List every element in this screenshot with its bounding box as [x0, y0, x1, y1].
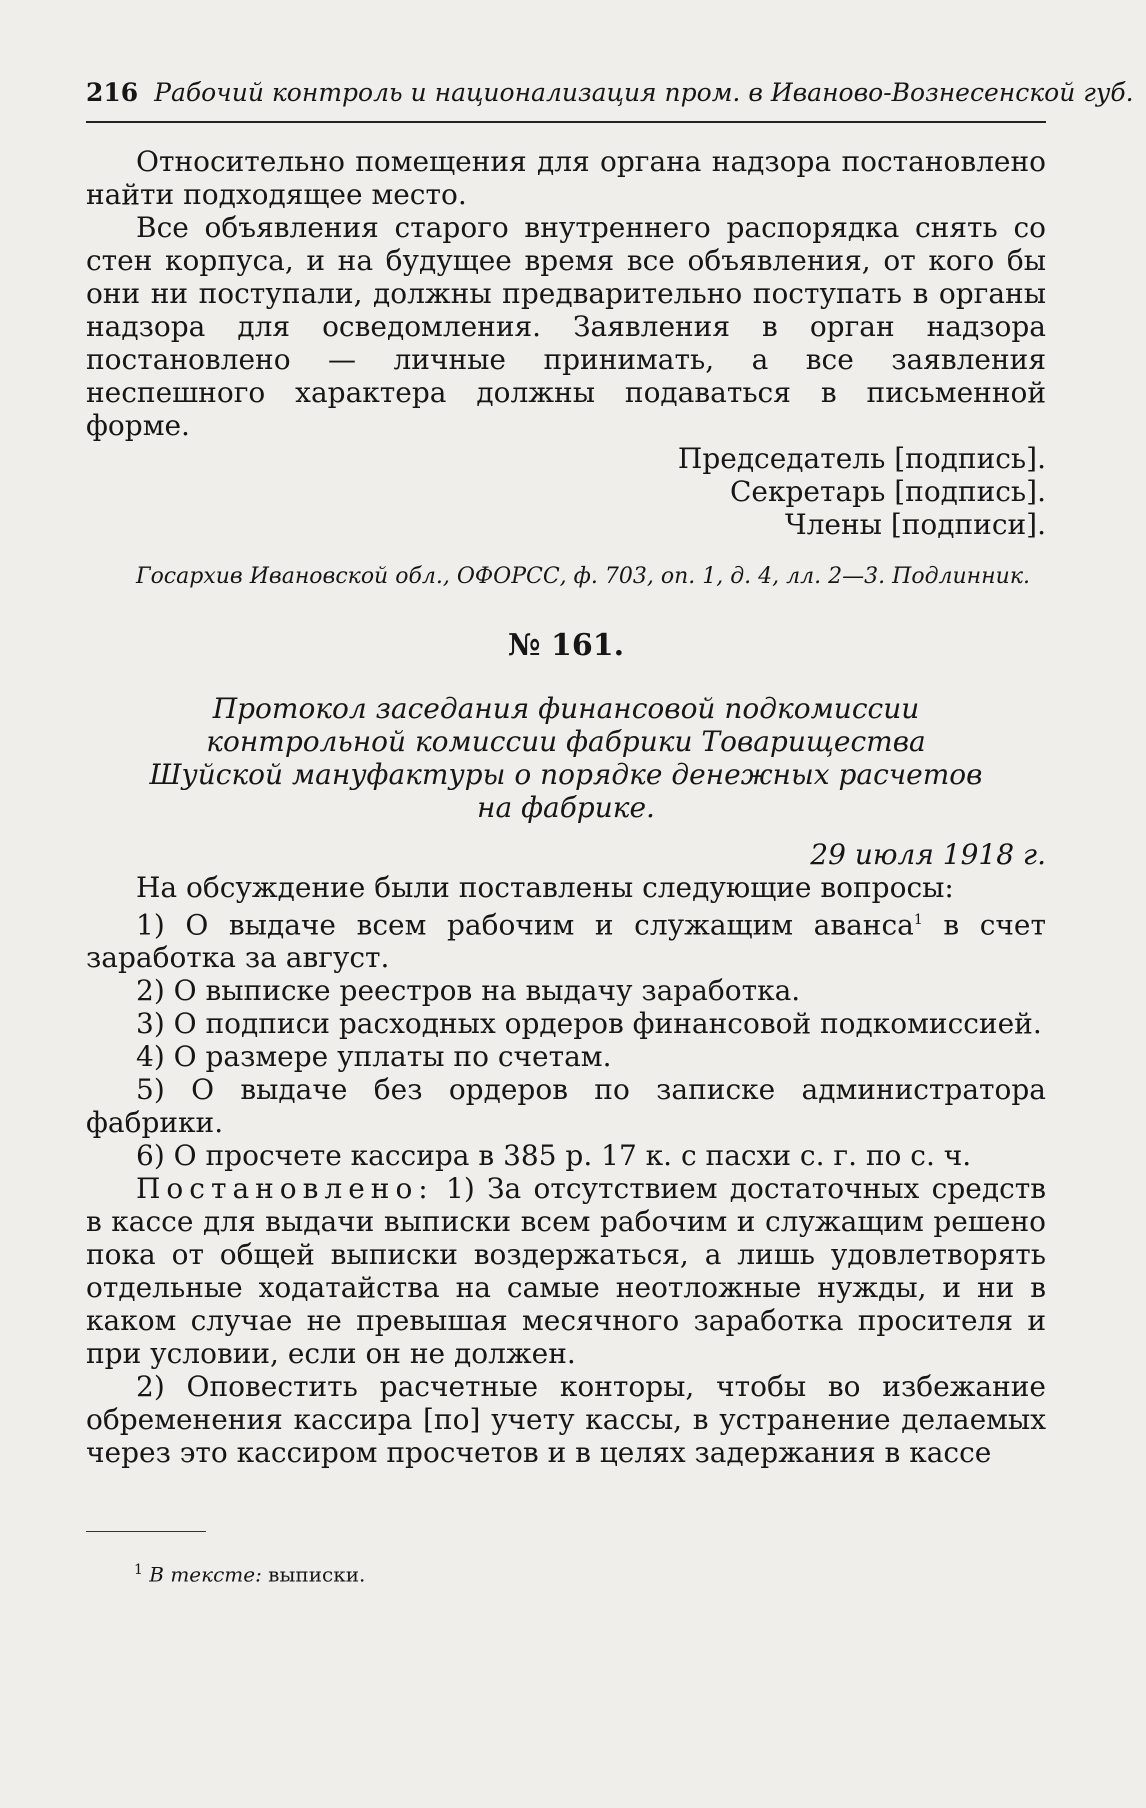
question-1 [86, 904, 1046, 974]
resolution-2: 2) Оповестить расчетные конторы, чтобы во избежание обременения кассира [по] учету кассы, в устранение делаемых через это кассиром просчетов и в целях задержания в кассе [86, 1370, 1046, 1470]
resolution-1-text: 1) За отсутствием достаточных средств в кассе для выдачи выписки всем рабочим и служащим решено пока от общей выписки воздержаться, а лишь удовлетворять отдельные ходатайства на самые неотложные нужды, и ни в каком случае не превышая месячного заработка просителя и при условии, если он не должен. [86, 1172, 1046, 1371]
document-title: Протокол заседания финансовой подкомиссии контрольной комиссии фабрики Товарищества Шуйской мануфактуры о порядке денежных расчетов на фабрике. [149, 692, 983, 824]
question-4: 4) О размере уплаты по счетам. [136, 1040, 612, 1074]
footnote-mark: 1 [134, 1562, 143, 1578]
footnote-text: выписки. [261, 1562, 366, 1587]
signature-chair: Председатель [подпись]. [677, 442, 1046, 475]
archive-source: Госархив Ивановской обл., ОФОРСС, ф. 703, оп. 1, д. 4, лл. 2—3. Подлинник. [136, 564, 1030, 589]
signature-secretary: Секретарь [подпись]. [730, 475, 1046, 508]
running-header [86, 78, 1134, 123]
question-5: 5) О выдаче без ордеров по записке администратора фабрики. [86, 1073, 1046, 1140]
footnote-label: В тексте: [149, 1562, 262, 1587]
document-number: № 161. [507, 628, 625, 663]
question-1-text-end: в счет заработка за август. [86, 908, 1046, 975]
paragraph-announcements: Все объявления старого внутреннего распорядка снять со стен корпуса, и на будущее время все объявления, от кого бы они ни поступали, должны предварительно поступать в органы надзора для осведомления. Заявления в орган надзора постановлено — личные принимать, а все заявления неспешного характера должны подаваться в письменной форме. [86, 211, 1046, 442]
signature-members: Члены [подписи]. [784, 508, 1046, 541]
resolved-label: Постановлено: [136, 1172, 434, 1206]
running-title: Рабочий контроль и национализация пром. в Иваново-Вознесенской губ. [154, 78, 1134, 107]
question-2: 2) О выписке реестров на выдачу заработка. [136, 974, 801, 1008]
page-content [86, 145, 1046, 1469]
footnote-divider [86, 1531, 206, 1532]
footnote [86, 1562, 365, 1587]
question-3: 3) О подписи расходных ордеров финансовой подкомиссией. [136, 1007, 1042, 1041]
resolution-1 [86, 1172, 1046, 1370]
footnote-ref: 1 [913, 912, 923, 928]
document-date: 29 июля 1918 г. [810, 838, 1046, 871]
question-6: 6) О просчете кассира в 385 р. 17 к. с пасхи с. г. по с. ч. [136, 1139, 972, 1173]
page-number: 216 [86, 78, 139, 107]
paragraph-premises: Относительно помещения для органа надзора постановлено найти подходящее место. [86, 145, 1046, 211]
question-1-text: 1) О выдаче всем рабочим и служащим аванса [136, 908, 914, 942]
questions-intro: На обсуждение были поставлены следующие вопросы: [136, 871, 954, 904]
